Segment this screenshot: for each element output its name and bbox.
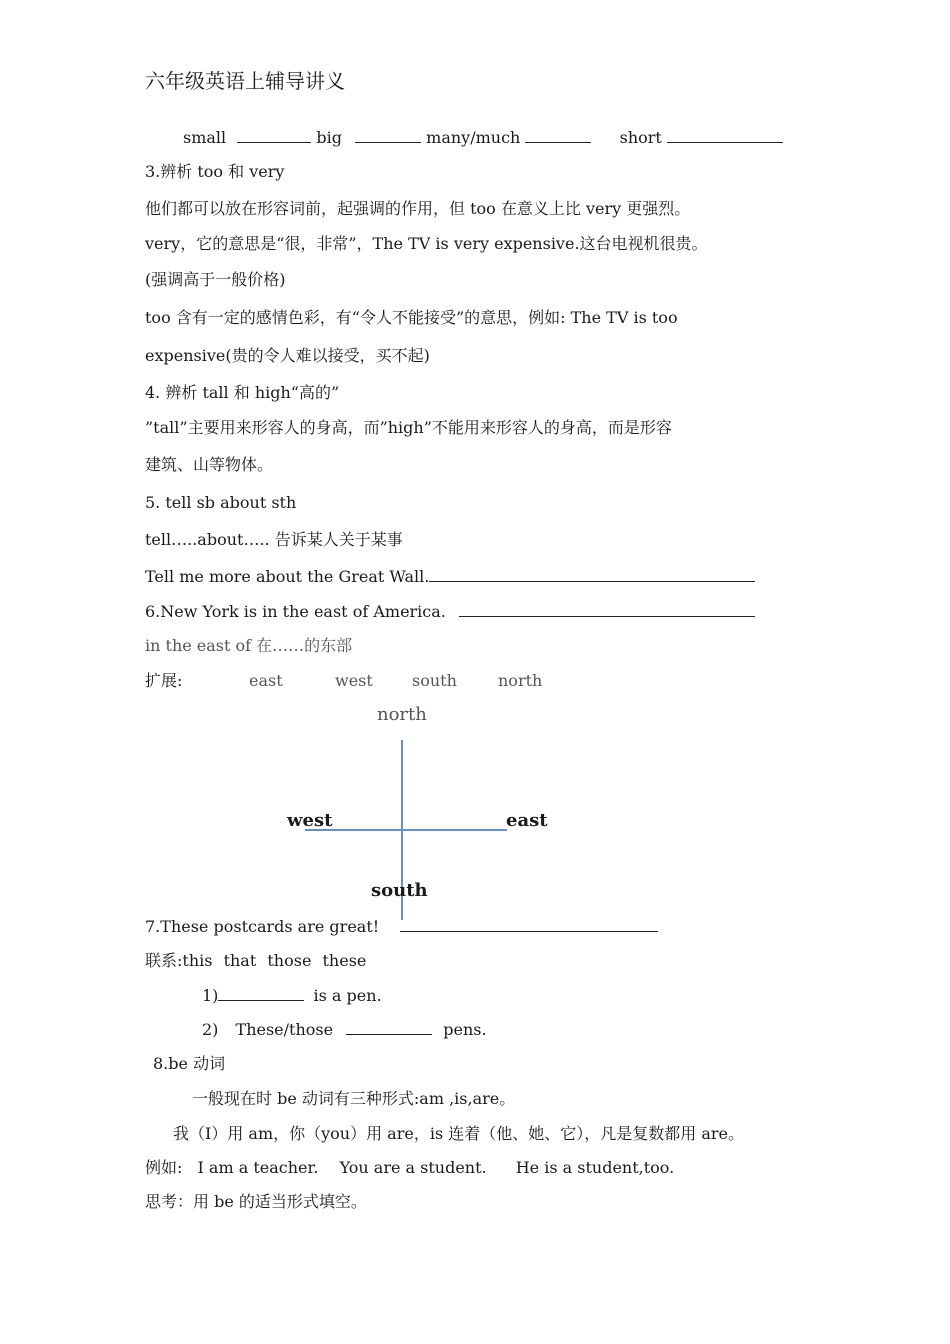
section-8-example-row [145,1158,674,1178]
section-7-link-row [145,951,366,971]
compass-north-label: north [377,704,427,725]
section-3-heading: 3.辨析 too 和 very [145,162,285,181]
section-8-p2: 我（I）用 am，你（you）用 are，is 连着（他、她、它），凡是复数都用 are。 [173,1124,744,1143]
section-6-p1: in the east of 在……的东部 [145,636,353,655]
example-2: You are a student. [339,1158,487,1177]
section-5-p2: Tell me more about the Great Wall. [145,567,430,586]
compass-east-label: east [506,810,548,831]
exercise-2-number: 2) [202,1020,219,1039]
section-8-heading: 8.be 动词 [153,1054,226,1073]
section-4-p2: 建筑、山等物体。 [145,455,274,474]
word-these: these [322,951,367,970]
example-3: He is a student,too. [515,1158,675,1177]
dir-south: south [412,671,457,690]
section-3-p3: (强调高于一般价格) [145,270,286,289]
word-many-much: many/much [426,128,521,147]
page-title: 六年级英语上辅导讲义 [145,69,345,93]
section-4-p1: ”tall”主要用来形容人的身高，而”high”不能用来形容人的身高，而是形容 [145,418,672,437]
word-that: that [223,951,257,970]
compass-west-label: west [287,810,333,831]
section-8-p3: 思考：用 be 的适当形式填空。 [145,1192,367,1211]
section-4-heading: 4. 辨析 tall 和 high“高的” [145,383,340,402]
example-1: I am a teacher. [197,1158,319,1177]
section-3-p2: very，它的意思是“很，非常”，The TV is very expensive.这台电视机很贵。 [145,234,708,253]
link-label: 联系: [145,951,183,970]
dir-east: east [249,671,283,690]
exercise-2-row [202,1020,487,1040]
expand-label: 扩展: [145,671,183,690]
word-small: small [183,128,227,147]
word-this: this [182,951,213,970]
exercise-1-tail: is a pen. [313,986,382,1005]
compass-south-label: south [371,880,428,901]
blank-exercise-2[interactable] [346,1020,432,1035]
section-5-p1: tell…..about….. 告诉某人关于某事 [145,530,403,549]
word-big: big [316,128,342,147]
section-8-p1: 一般现在时 be 动词有三种形式:am ,is,are。 [192,1089,516,1108]
dir-west: west [335,671,373,690]
dir-north: north [498,671,543,690]
section-3-p5: expensive(贵的令人难以接受，买不起) [145,346,430,365]
blank-translate-postcards[interactable] [400,917,658,932]
word-those: those [267,951,312,970]
example-label: 例如: [145,1158,183,1177]
section-5-heading: 5. tell sb about sth [145,493,297,512]
section-7-heading-row [145,917,658,937]
blank-exercise-1[interactable] [218,986,304,1001]
exercise-2-tail: pens. [443,1020,487,1039]
exercise-1-number: 1) [202,986,219,1005]
word-short: short [619,128,662,147]
section-7-heading: 7.These postcards are great! [145,917,380,936]
exercise-1-row [202,986,382,1006]
section-3-p4: too 含有一定的感情色彩，有“令人不能接受”的意思，例如: The TV is too [145,308,678,327]
exercise-2-head: These/those [235,1020,334,1039]
section-3-p1: 他们都可以放在形容词前，起强调的作用，但 too 在意义上比 very 更强烈。 [145,199,691,218]
section-6-heading: 6.New York is in the east of America. [145,602,446,621]
